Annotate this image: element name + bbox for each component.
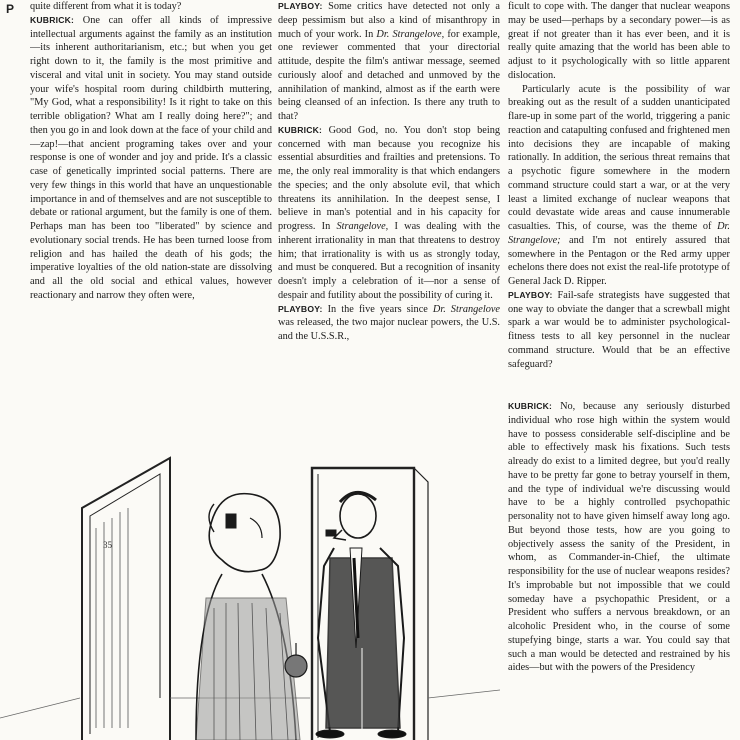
speaker-label: PLAYBOY: xyxy=(278,303,323,314)
paragraph-text: Some critics have detected not only a deep pessimism but also a kind of misanthropy in much of your work. In xyxy=(278,1,500,40)
paragraph-kubrick xyxy=(278,124,500,303)
paragraph-text: Particularly acute is the possibility of war breaking out as the result of a sudden unanticipated flare-up in some part of the world, triggering a panic reaction and catapulting confused and frightened men into decisions they are incapable of making rationally. In addition, the serious threat remains that a psychotic figure somewhere in the modern command structure could start a war, or at the very least a limited exchange of nuclear weapons that could devastate wide areas and cause innumerable casualties. This, of course, was the theme of xyxy=(508,83,730,232)
paragraph-playboy xyxy=(278,303,500,344)
paragraph-playboy xyxy=(508,289,730,372)
paragraph-playboy xyxy=(278,0,500,124)
paragraph-text: for example, one reviewer commented that your directorial attitude, despite the film's antiwar message, seemed curiously aloof and detached and unmoved by the annihilation of mankind, almost as if the earth were being cleansed of an infection. Is there any truth to that? xyxy=(278,28,500,122)
film-title: Strangelove, xyxy=(336,221,389,232)
speaker-label: PLAYBOY: xyxy=(278,1,323,11)
paragraph-text: ficult to cope with. The danger that nuclear weapons may be used—perhaps by a secondary power—is as great if not greater than it has ever been, and it is really quite amazing that the world has been able to adjust to it psychologically with so little apparent dislocation. xyxy=(508,1,730,81)
paragraph-kubrick xyxy=(508,400,730,675)
film-title: Dr. Strangelove, xyxy=(376,28,445,40)
man-figure xyxy=(316,492,406,738)
speaker-label: KUBRICK: xyxy=(278,124,323,135)
paragraph xyxy=(30,0,272,14)
paragraph xyxy=(508,0,730,83)
column-top-section xyxy=(508,0,730,397)
page-folio-letter: P xyxy=(6,2,15,16)
paragraph xyxy=(508,83,730,289)
paragraph-text: quite different from what it is today? xyxy=(30,1,182,12)
paragraph-text: and I'm not entirely assured that somewhere in the Pentagon or the Red army upper echelons there does not exist the real-life prototype of General Jack D. Ripper. xyxy=(508,234,730,287)
door-number: 35 xyxy=(103,540,112,550)
speaker-label: KUBRICK: xyxy=(508,401,553,411)
speaker-label: KUBRICK: xyxy=(30,14,75,25)
paragraph-text: No, because any seriously disturbed individual who rose high within the system would have to possess considerable self-discipline and be able to effectively mask his fixations. Such tests already do exist to a limited degree, but you'd really have to be pretty far gone to betray yourself in them, and the type of individual we're discussing would have to be a highly controlled psychopathic personality not to have given himself away long ago. But beyond those tests, how are you going to objectively assess the sanity of the President, in whom, as Commander-in-Chief, the ultimate responsibility for the use of nuclear weapons resides? It's improbable but not impossible that we could someday have a psychopathic President, or a President who suffers a nervous breakdown, or an alcoholic President who, in the course of some stupefying binge, starts a war. You could say that such a man would be detected and restrained by his aides—but with the powers of the Presidency xyxy=(508,401,730,674)
film-title: Dr. Strangelove xyxy=(432,303,500,315)
film-title: Dr. Strangelove; xyxy=(508,221,730,246)
paragraph-text: Good God, no. You don't stop being concerned with man because you recognize his essential absurdities and frailties and pretensions. To me, the only real immorality is that which endangers the species; and the only absolute evil, that which threatens its annihilation. In the deepest sense, I believe in man's potential and in his capacity for progress. In xyxy=(278,124,500,232)
paragraph-text: In the five years since xyxy=(327,303,428,315)
text-column-middle xyxy=(278,0,500,398)
woman-figure xyxy=(196,494,307,740)
left-doorway xyxy=(82,458,170,740)
column-bottom-section xyxy=(508,400,730,740)
speaker-label: PLAYBOY: xyxy=(508,289,553,300)
paragraph-text: Fail-safe strategists have suggested that one way to obviate the danger that a screwball might spark a war would be to administer psychological-fitness tests to all key personnel in the nuclear command structure. Would that be an effective safeguard? xyxy=(508,289,730,370)
paragraph-kubrick xyxy=(30,14,272,303)
text-column-right xyxy=(508,0,730,740)
text-column-left xyxy=(30,0,272,398)
cartoon-illustration xyxy=(0,398,500,740)
paragraph-text: One can offer all kinds of impressive intellectual arguments against the family as an institution—its inherent authoritarianism, etc.; but when you get right down to it, the family is the most primitive and visceral and vital unit in society. You may stand outside your wife's hospital room during childbirth muttering, "My God, what a responsibility! Is it right to take on this terrible obligation? What am I really doing here?"; and then you go in and look down at the face of your child and—zap!—that ancient programing takes over and your response is one of wonder and joy and pride. It's a classic case of genetically imprinted social patterns. There are very few things in this world that have an unquestionable importance in and of themselves and are not susceptible to debate or rational argument, but the family is one of them. Perhaps man has been too "liberated" by science and evolutionary social trends. He has been turned loose from religion and has hailed the death of his gods; the imperative loyalties of the old nation-state are dissolving and all the old social and ethical values, however reactionary and narrow they often were, xyxy=(30,14,272,301)
paragraph-text: I was dealing with the inherent irrationality in man that threatens to destroy him; that irrationality is with us as strongly today, and must be conquered. But a recognition of insanity doesn't imply a celebration of it—nor a sense of despair and futility about the possibility of curing it. xyxy=(278,221,500,301)
paragraph-text: was released, the two major nuclear powers, the U.S. and the U.S.S.R., xyxy=(278,317,500,342)
